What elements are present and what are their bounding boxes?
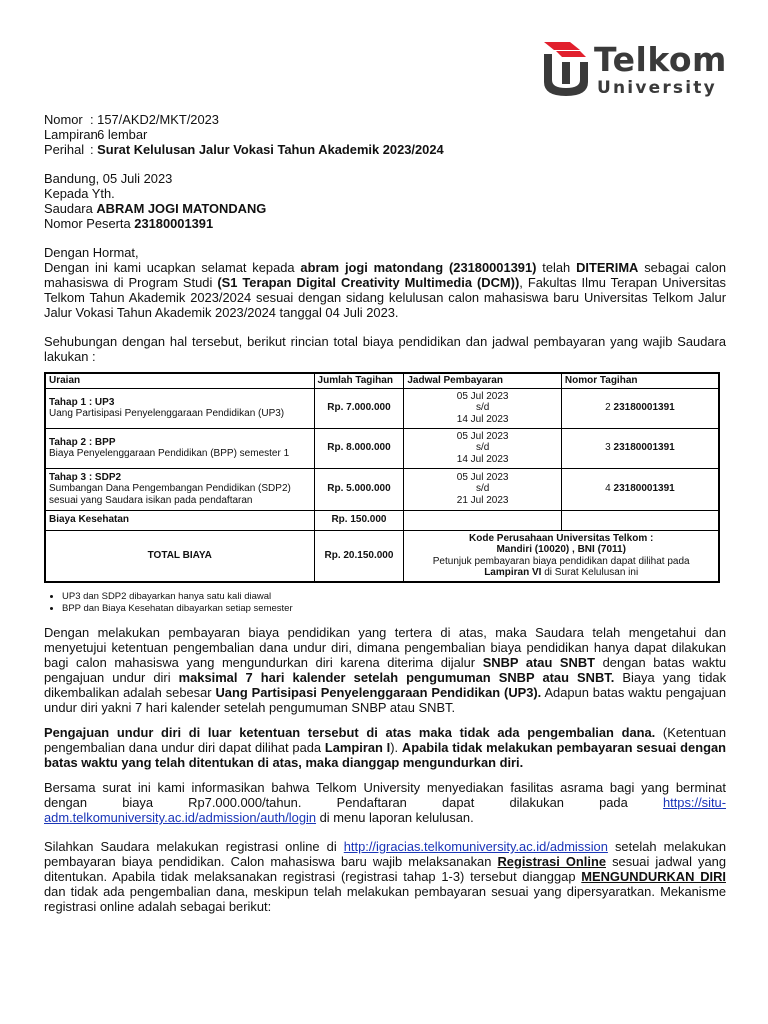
table-row-total: TOTAL BIAYA Rp. 20.150.000 Kode Perusahaan Universitas Telkom : Mandiri (10020) , BNI (7011) Petunjuk pembayaran biaya pendidikan dapat dilihat pada Lampiran VI di Surat Kelulusan ini (45, 530, 719, 582)
paragraph-registration: Silahkan Saudara melakukan registrasi online di http://igracias.telkomuniversity.ac.id/admission setelah melakukan pembayaran biaya pendidikan. Calon mahasiswa baru wajib melaksanakan Registrasi Online sesuai jadwal yang ditentukan. Apabila tidak melaksanakan registrasi (registrasi tahap 1-3) tersebut dianggap MENGUNDURKAN DIRI dan tidak ada pengembalian dana, meskipun telah melakukan pembayaran sesuai yang dipersyaratkan. Mekanisme registrasi online adalah sebagai berikut: (44, 839, 726, 914)
recipient-line: Saudara ABRAM JOGI MATONDANG (44, 201, 267, 216)
recipient-name: ABRAM JOGI MATONDANG (96, 201, 267, 216)
table-row: Tahap 1 : UP3 Uang Partisipasi Penyelenggaraan Pendidikan (UP3) Rp. 7.000.000 05 Jul 2023 s/d 14 Jul 2023 2 23180001391 (45, 388, 719, 428)
fee-notes (44, 591, 726, 615)
header-uraian: Uraian (45, 373, 314, 388)
meta-perihal: Perihal : Surat Kelulusan Jalur Vokasi Tahun Akademik 2023/2024 (44, 142, 444, 157)
table-row-health: Biaya Kesehatan Rp. 150.000 (45, 510, 719, 530)
participant-line: Nomor Peserta 23180001391 (44, 216, 214, 231)
header-jumlah: Jumlah Tagihan (314, 373, 404, 388)
paragraph-refund-warning: Pengajuan undur diri di luar ketentuan tersebut di atas maka tidak ada pengembalian dana. (Ketentuan pengembalian dana undur diri dapat dilihat pada Lampiran I). Apabila tidak melakukan pembayaran sesuai dengan batas waktu yang telah ditentukan di atas, maka dianggap mengundurkan diri. (44, 725, 726, 770)
header-jadwal: Jadwal Pembayaran (404, 373, 562, 388)
paragraph-refund-terms: Dengan melakukan pembayaran biaya pendidikan yang tertera di atas, maka Saudara telah mengetahui dan menyetujui ketentuan pengembalian dana undur diri, dimana pengembalian biaya pendidikan hanya dapat dilakukan bagi calon mahasiswa yang mengundurkan diri karena diterima dijalur SNBP atau SNBT dengan batas waktu pengajuan undur diri maksimal 7 hari kalender setelah pengumuman SNBP atau SNBT. Biaya yang tidak dikembalikan adalah sebesar Uang Partisipasi Penyelenggaraan Pendidikan (UP3). Adapun batas waktu pengajuan undur diri yakni 7 hari kalender setelah pengumuman SNBP atau SNBT. (44, 625, 727, 715)
perihal-subject: Surat Kelulusan Jalur Vokasi Tahun Akademik 2023/2024 (97, 142, 444, 157)
logo-brand-text: Telkom (594, 40, 727, 79)
telkom-university-logo (542, 40, 727, 100)
telkom-emblem-icon (542, 40, 590, 98)
participant-number: 23180001391 (134, 216, 214, 231)
fee-table (44, 372, 720, 583)
letter-body (44, 112, 726, 914)
paragraph-acceptance: Dengan ini kami ucapkan selamat kepada abram jogi matondang (23180001391) telah DITERIMA sebagai calon mahasiswa di Program Studi (S1 Terapan Digital Creativity Multimedia (DCM)), Fakultas Ilmu Terapan Universitas Telkom Tahun Akademik 2023/2024 sesuai dengan sidang kelulusan calon mahasiswa baru Universitas Telkom Jalur Jalur Vokasi Tahun Akademik 2023/2024 tanggal 04 Juli 2023. (44, 260, 727, 320)
fee-table-header (45, 373, 719, 388)
paragraph-fee-intro: Sehubungan dengan hal tersebut, berikut rincian total biaya pendidikan dan jadwal pembayaran yang wajib Saudara lakukan : (44, 334, 726, 364)
payment-info: Kode Perusahaan Universitas Telkom : Mandiri (10020) , BNI (7011) Petunjuk pembayaran biaya pendidikan dapat dilihat pada Lampiran VI di Surat Kelulusan ini (404, 530, 719, 582)
header-nomor: Nomor Tagihan (561, 373, 719, 388)
letter-meta (44, 112, 726, 157)
letter-date: Bandung, 05 Juli 2023 (44, 171, 173, 186)
logo-sub-text: University (597, 78, 717, 98)
list-item: • BPP dan Biaya Kesehatan dibayarkan setiap semester (62, 603, 726, 615)
meta-lampiran: Lampiran : 6 lembar (44, 127, 148, 142)
list-item: • UP3 dan SDP2 dibayarkan hanya satu kali diawal (62, 591, 726, 603)
meta-nomor: Nomor : 157/AKD2/MKT/2023 (44, 112, 219, 127)
paragraph-dormitory: Bersama surat ini kami informasikan bahwa Telkom University menyediakan fasilitas asrama bagi yang berminat dengan biaya Rp7.000.000/tahun. Pendaftaran dapat dilakukan pada https://situ-adm.telkomuniversity.ac.id/admission/auth/login di menu laporan kelulusan. (44, 780, 726, 825)
table-row: Tahap 2 : BPP Biaya Penyelenggaraan Pendidikan (BPP) semester 1 Rp. 8.000.000 05 Jul 2023 s/d 14 Jul 2023 3 23180001391 (45, 428, 719, 468)
igracias-admission-link[interactable]: http://igracias.telkomuniversity.ac.id/admission (343, 839, 608, 854)
salutation: Dengan Hormat, (44, 245, 139, 260)
to-line: Kepada Yth. (44, 186, 115, 201)
table-row: Tahap 3 : SDP2 Sumbangan Dana Pengembangan Pendidikan (SDP2) sesuai yang Saudara isikan pada pendaftaran Rp. 5.000.000 05 Jul 2023 s/d 21 Jul 2023 4 23180001391 (45, 468, 719, 510)
admission-login-link[interactable]: https://situ-adm.telkomuniversity.ac.id/admission/auth/login (44, 795, 726, 825)
